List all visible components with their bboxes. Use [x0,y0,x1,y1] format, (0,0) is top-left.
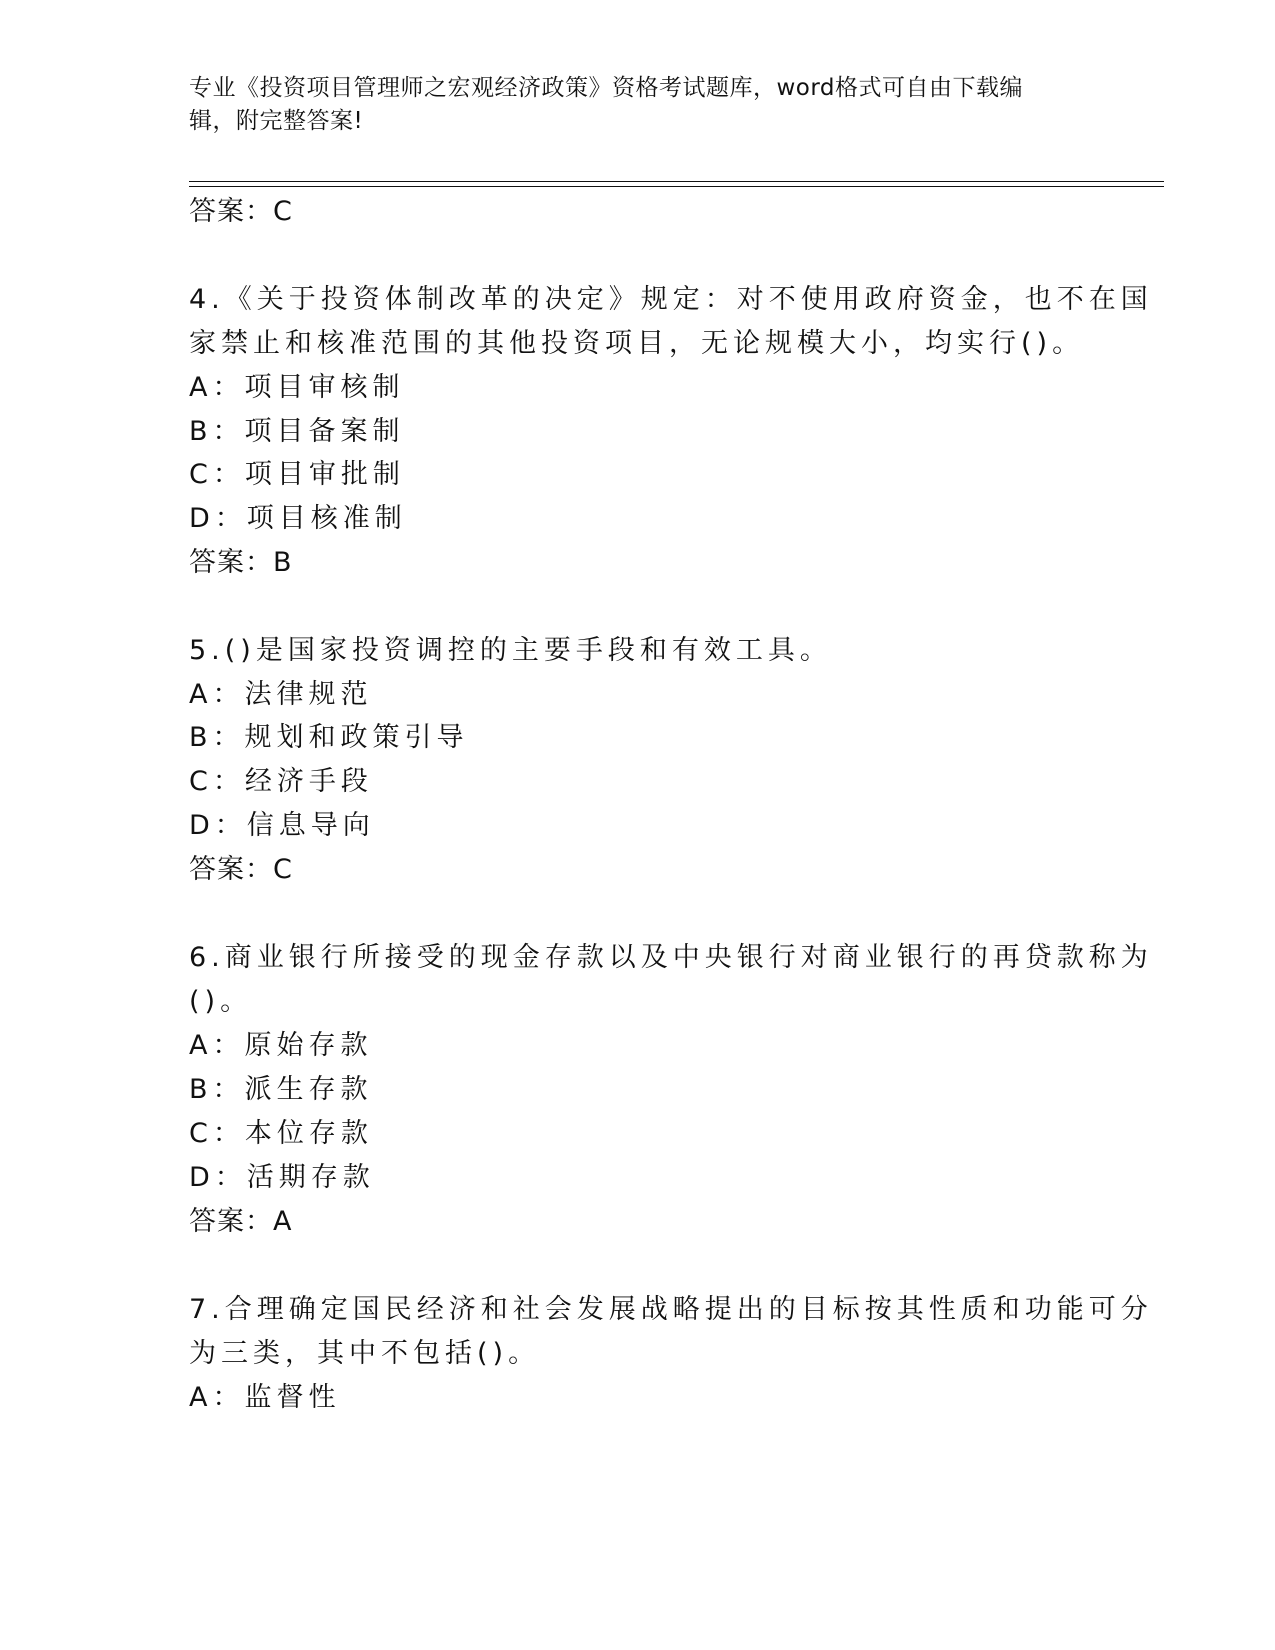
question-5-option-a: A：法律规范 [189,679,373,710]
question-4-option-a: A：项目审核制 [189,372,405,403]
question-4-answer: 答案：B [189,547,293,578]
question-5-answer: 答案：C [189,854,293,885]
header-intro-text: 专业《投资项目管理师之宏观经济政策》资格考试题库，word格式可自由下载编辑，附完整答案! [189,75,1024,134]
question-6-option-a: A：原始存款 [189,1030,373,1061]
question-6-option-d: D：活期存款 [189,1162,375,1193]
document-header [189,72,1069,138]
question-7-option-a: A：监督性 [189,1382,341,1413]
question-7-stem-line-1: 7.合理确定国民经济和社会发展战略提出的目标按其性质和功能可分 [189,1294,1153,1325]
question-5-stem-line-1: 5.()是国家投资调控的主要手段和有效工具。 [189,635,832,666]
question-6-stem-line-2: ()。 [189,986,253,1017]
question-4-option-b: B：项目备案制 [189,416,405,447]
answer-line: 答案：C [189,196,293,227]
question-5-option-d: D：信息导向 [189,810,375,841]
question-5-option-c: C：经济手段 [189,766,373,797]
question-4-stem-line-1: 4.《关于投资体制改革的决定》规定：对不使用政府资金，也不在国 [189,284,1153,315]
question-7-stem-line-2: 为三类，其中不包括()。 [189,1338,541,1369]
header-divider-top [189,181,1164,182]
question-5-option-b: B：规划和政策引导 [189,722,469,753]
question-4-option-c: C：项目审批制 [189,459,405,490]
question-4-option-d: D：项目核准制 [189,503,407,534]
question-4-stem-line-2: 家禁止和核准范围的其他投资项目，无论规模大小，均实行()。 [189,328,1085,359]
question-6-answer: 答案：A [189,1206,293,1237]
question-6-stem-line-1: 6.商业银行所接受的现金存款以及中央银行对商业银行的再贷款称为 [189,942,1153,973]
question-6-option-c: C：本位存款 [189,1118,373,1149]
header-divider-bottom [189,186,1164,187]
question-6-option-b: B：派生存款 [189,1074,373,1105]
